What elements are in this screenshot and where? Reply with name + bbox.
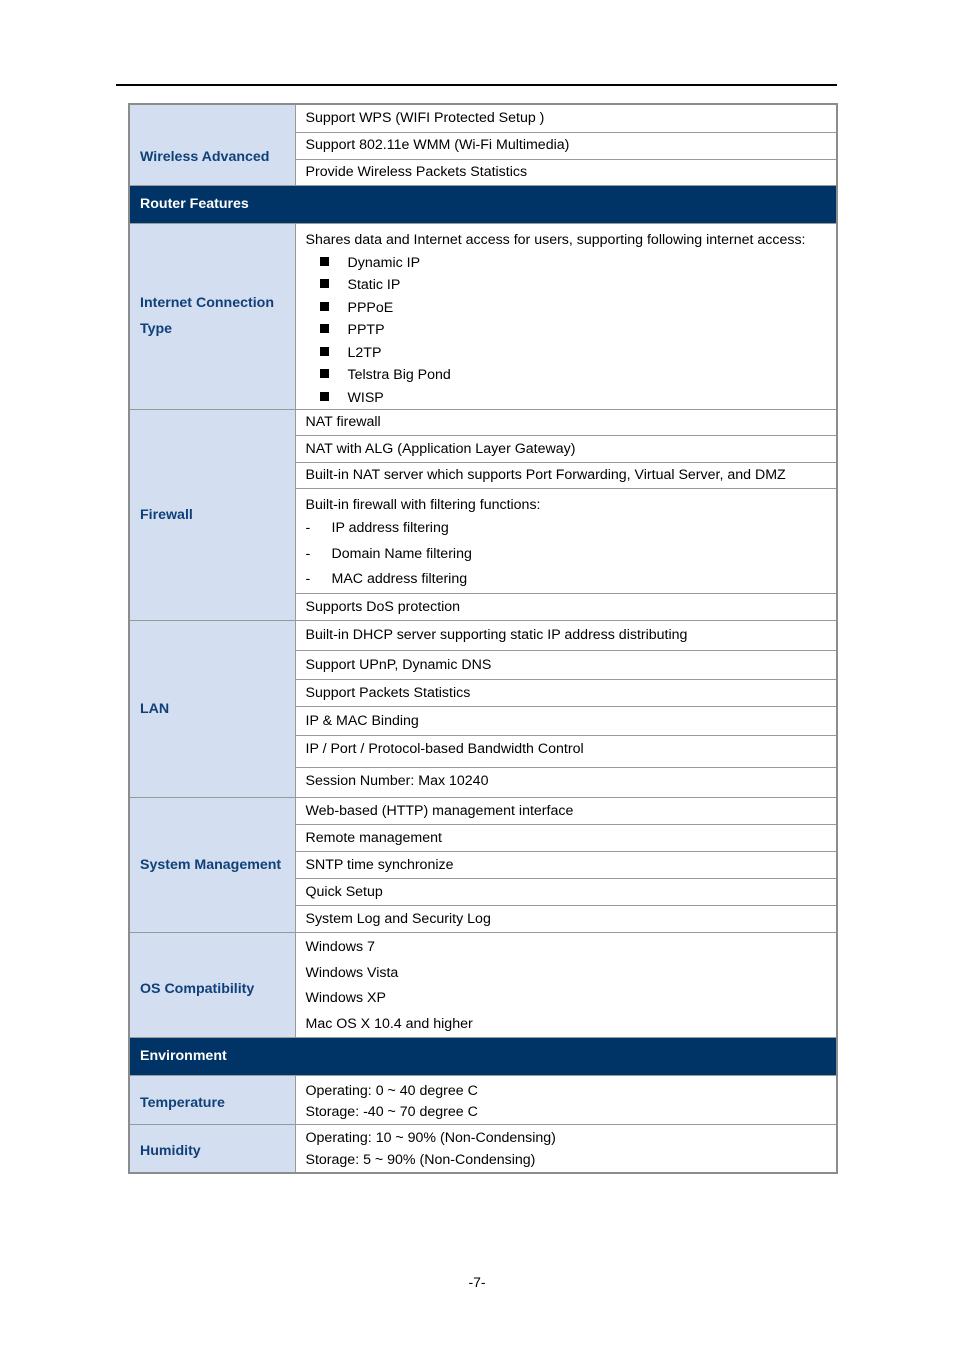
section-header-router-features: Router Features [129,185,837,223]
spec-value: Supports DoS protection [295,594,837,621]
label-text: Temperature [140,1094,225,1111]
list-item: - Domain Name filtering [305,545,472,562]
row-label-internet-connection-type [129,223,295,410]
firewall-filtering-functions [295,489,837,594]
section-header-environment: Environment [129,1038,837,1076]
spec-value: Built-in NAT server which supports Port Forwarding, Virtual Server, and DMZ [295,463,837,489]
row-label-lan [129,621,295,798]
page-number: -7- [468,1274,486,1290]
spec-value: System Log and Security Log [295,906,837,933]
square-bullet-icon [320,257,329,266]
square-bullet-icon [320,302,329,311]
spec-value: IP / Port / Protocol-based Bandwidth Control [295,736,837,768]
spec-value: Support 802.11e WMM (Wi-Fi Multimedia) [295,132,837,159]
list-item: WISP [306,387,827,410]
spec-value: SNTP time synchronize [295,852,837,879]
row-label-system-management [129,798,295,933]
spec-value: Quick Setup [295,879,837,906]
list-item: Dynamic IP [306,252,827,275]
spec-value: Web-based (HTTP) management interface [295,798,837,825]
label-text: Firewall [140,506,193,523]
internet-connection-types [295,223,837,410]
spec-value: Support WPS (WIFI Protected Setup ) [295,104,837,132]
storage-humidity: Storage: 5 ~ 90% (Non-Condensing) [305,1152,536,1169]
operating-temperature: Operating: 0 ~ 40 degree C [305,1083,478,1100]
list-item: L2TP [306,342,827,365]
row-label-wireless-advanced [129,104,295,185]
label-text: Internet Connection [140,295,274,312]
row-label-firewall [129,410,295,621]
temperature-values [295,1076,837,1125]
label-text: System Management [140,856,282,873]
list-item: - IP address filtering [305,520,449,536]
label-text: Humidity [140,1143,201,1160]
spec-value: Support Packets Statistics [295,680,837,707]
spec-value: Session Number: Max 10240 [295,768,837,798]
header-rule [116,84,837,86]
label-text: Type [140,321,173,338]
list-item: PPPoE [306,297,827,320]
spec-value: IP & MAC Binding [295,707,837,736]
spec-value: Remote management [295,825,837,852]
list-item: Telstra Big Pond [306,364,827,387]
square-bullet-icon [320,347,329,356]
row-label-temperature [129,1076,295,1125]
list-item: Windows Vista [305,964,399,981]
spec-value: Provide Wireless Packets Statistics [295,159,837,185]
label-text: OS Compatibility [140,980,255,997]
spec-value: Built-in DHCP server supporting static IP address distributing [295,621,837,651]
list-item: Windows 7 [305,939,375,956]
row-label-humidity [129,1125,295,1174]
label-text: LAN [140,700,170,717]
operating-humidity: Operating: 10 ~ 90% (Non-Condensing) [305,1130,556,1147]
intro-text: Shares data and Internet access for users, supporting following internet access: [305,231,806,248]
square-bullet-icon [320,369,329,378]
spec-value: Support UPnP, Dynamic DNS [295,651,837,680]
list-item: Static IP [306,274,827,297]
storage-temperature: Storage: -40 ~ 70 degree C [305,1104,478,1121]
list-item: Windows XP [305,990,386,1007]
spec-value: NAT with ALG (Application Layer Gateway) [295,436,837,463]
list-item: PPTP [306,319,827,342]
specification-table [128,103,838,1174]
square-bullet-icon [320,324,329,333]
humidity-values [295,1125,837,1174]
filter-intro: Built-in firewall with filtering functions: [305,497,541,513]
label-text: Wireless Advanced [140,149,270,166]
square-bullet-icon [320,392,329,401]
square-bullet-icon [320,279,329,288]
list-item: - MAC address filtering [305,571,468,588]
list-item: Mac OS X 10.4 and higher [305,1015,473,1032]
row-label-os-compatibility [129,933,295,1038]
os-compatibility-list [295,933,837,1038]
spec-value: NAT firewall [295,410,837,436]
